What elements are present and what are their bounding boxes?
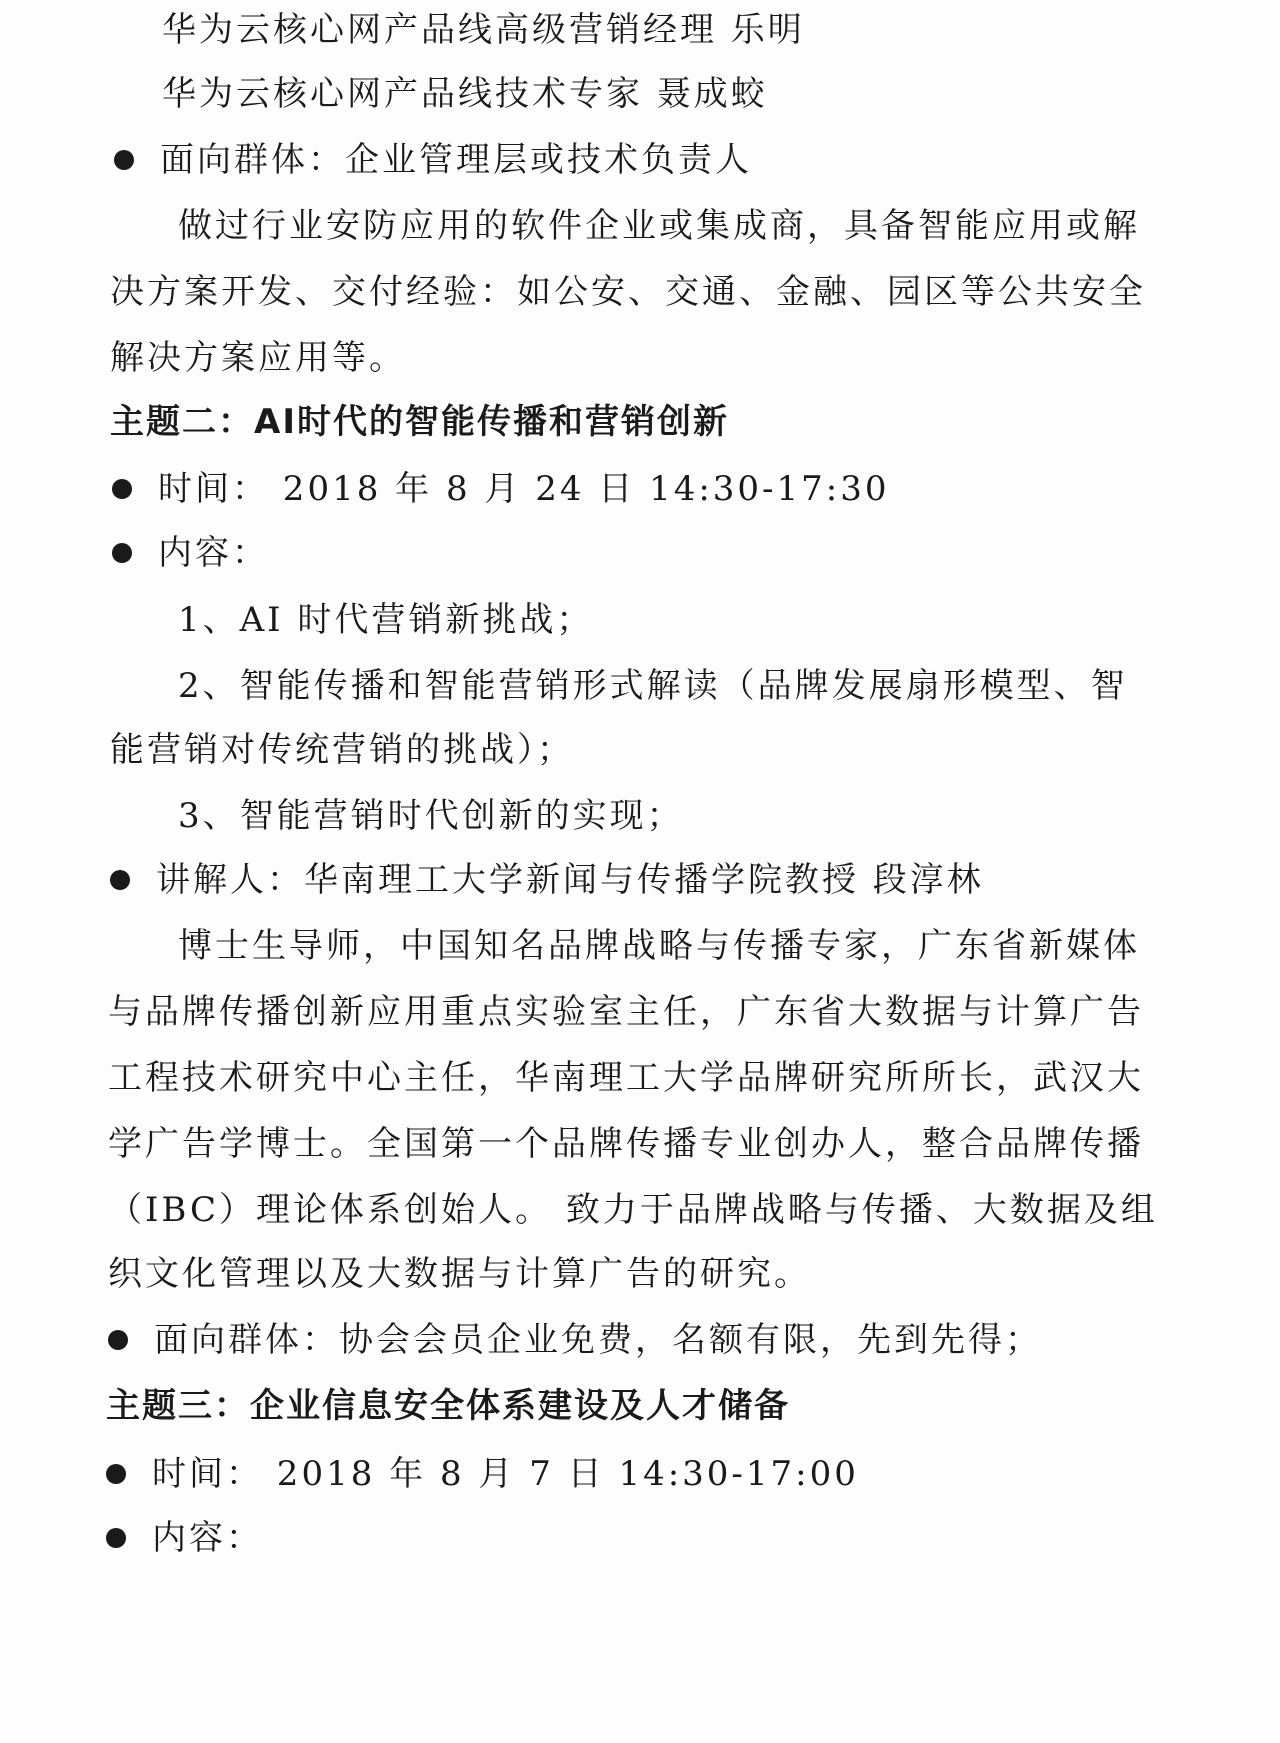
content-item: 3、智能营销时代创新的实现； (178, 796, 684, 836)
paragraph-line: 决方案开发、交付经验：如公安、交通、金融、园区等公共安全 (110, 272, 1146, 312)
bullet-icon (108, 1330, 128, 1350)
bullet-icon (110, 870, 130, 890)
topic2-audience: 面向群体：协会会员企业免费，名额有限，先到先得； (154, 1320, 1042, 1360)
bio-line: 织文化管理以及大数据与计算广告的研究。 (108, 1254, 811, 1294)
speaker-line: 华为云核心网产品线高级营销经理 乐明 (162, 10, 805, 50)
topic2-content-label: 内容： (158, 533, 269, 573)
content-item: 1、AI 时代营销新挑战； (178, 600, 594, 640)
topic2-speaker: 讲解人：华南理工大学新闻与传播学院教授 段淳林 (156, 860, 984, 900)
bullet-icon (106, 1464, 126, 1484)
bio-line: 工程技术研究中心主任，华南理工大学品牌研究所所长，武汉大 (108, 1058, 1144, 1098)
topic2-time: 时间： 2018 年 8 月 24 日 14:30-17:30 (158, 469, 890, 509)
topic2-title: 主题二：AI时代的智能传播和营销创新 (110, 402, 729, 442)
bio-line: 博士生导师，中国知名品牌战略与传播专家，广东省新媒体 (178, 926, 1140, 966)
speaker-line: 华为云核心网产品线技术专家 聂成蛟 (162, 74, 768, 114)
topic3-time: 时间： 2018 年 8 月 7 日 14:30-17:00 (152, 1454, 859, 1494)
bullet-icon (112, 479, 132, 499)
content-item: 能营销对传统营销的挑战）； (110, 730, 574, 770)
paragraph-line: 做过行业安防应用的软件企业或集成商，具备智能应用或解 (178, 206, 1140, 246)
topic3-content-label: 内容： (152, 1518, 263, 1558)
content-item: 2、智能传播和智能营销形式解读（品牌发展扇形模型、智 (178, 666, 1128, 706)
paragraph-line: 解决方案应用等。 (110, 338, 406, 378)
bio-line: （IBC）理论体系创始人。 致力于品牌战略与传播、大数据及组 (108, 1190, 1158, 1230)
bullet-icon (106, 1528, 126, 1548)
bio-line: 与品牌传播创新应用重点实验室主任，广东省大数据与计算广告 (108, 992, 1144, 1032)
bullet-icon (112, 543, 132, 563)
bio-line: 学广告学博士。全国第一个品牌传播专业创办人，整合品牌传播 (108, 1124, 1144, 1164)
bullet-icon (114, 150, 134, 170)
topic3-title: 主题三：企业信息安全体系建设及人才储备 (106, 1386, 790, 1426)
topic1-audience: 面向群体：企业管理层或技术负责人 (160, 140, 752, 180)
